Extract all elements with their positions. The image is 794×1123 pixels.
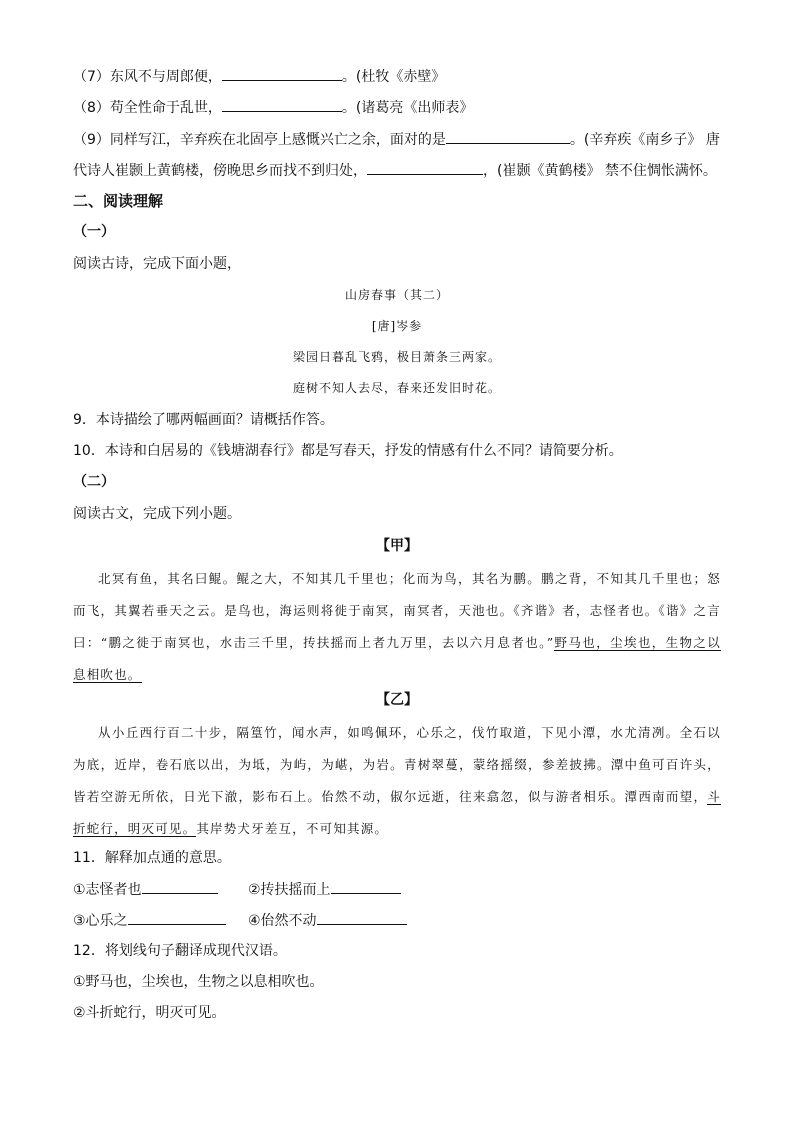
question-9a-source: 。(辛弃疾《南乡子》 唐 <box>569 132 720 148</box>
question-9a-text: （9）同样写江，辛弃疾在北固亭上感慨兴亡之余，面对的是 <box>73 132 446 148</box>
question-9-poem: 9．本诗描绘了哪两幅画面？请概括作答。 <box>73 412 334 428</box>
question-11-item-2: ②抟扶摇而上 <box>248 882 331 898</box>
question-9b-text: 代诗人崔颢上黄鹤楼，傍晚思乡而找不到归处， <box>73 163 367 179</box>
question-9b-source: ，(崔颢《黄鹤楼》 禁不住惆怅满怀。 <box>483 163 717 179</box>
question-11-item-4: ④佁然不动 <box>248 913 317 929</box>
answer-blank-11-3[interactable] <box>128 910 226 925</box>
part-2-label: （二） <box>73 474 115 490</box>
question-7-text: （7）东风不与周郎便， <box>73 69 222 85</box>
passage-yi-underlined: 斗折蛇行，明灭可见。 <box>73 789 721 836</box>
question-8-text: （8）苟全性命于乱世， <box>73 100 222 116</box>
question-8-source: 。(诸葛亮《出师表》 <box>341 100 474 116</box>
passage-yi-heading: 【乙】 <box>376 692 418 708</box>
passage-jia-text: 北冥有鱼，其名曰鲲。鲲之大，不知其几千里也；化而为鸟，其名为鹏。鹏之背，不知其几千里也；怒而飞，其翼若垂天之云。是鸟也，海运则将徙于南冥，南冥者，天池也。《齐谐》者，志怪者也。《谐》之言曰：“鹏之徙于南冥也，水击三千里，抟扶摇而上者九万里，去以六月息者也。” <box>73 571 721 650</box>
poem-line-2: 庭树不知人去尽，春来还发旧时花。 <box>292 381 501 395</box>
question-11-item-1: ①志怪者也 <box>73 882 142 898</box>
passage-jia-underlined: 野马也，尘埃也，生物之以息相吹也。 <box>73 635 722 682</box>
question-9-line2 <box>73 160 717 181</box>
question-11: 11．解释加点通的意思。 <box>73 850 231 866</box>
part-1-instruction: 阅读古诗，完成下面小题， <box>73 256 241 272</box>
passage-jia <box>73 563 721 691</box>
question-12-item-1: ①野马也，尘埃也，生物之以息相吹也。 <box>73 974 324 990</box>
question-11-row-2 <box>73 910 407 931</box>
part-2-instruction: 阅读古文，完成下列小题。 <box>73 506 241 522</box>
part-1-label: （一） <box>73 224 115 240</box>
answer-blank-7[interactable] <box>222 66 342 81</box>
question-12: 12．将划线句子翻译成现代汉语。 <box>73 943 287 959</box>
question-7 <box>73 66 445 87</box>
question-8 <box>73 97 473 118</box>
question-7-source: 。(杜牧《赤壁》 <box>341 69 446 85</box>
question-11-row-1 <box>73 879 401 900</box>
answer-blank-11-1[interactable] <box>142 879 218 894</box>
question-10-poem: 10．本诗和白居易的《钱塘湖春行》都是写春天，抒发的情感有什么不同？请简要分析。 <box>73 443 623 459</box>
answer-blank-11-2[interactable] <box>331 879 401 894</box>
question-12-item-2: ②斗折蛇行，明灭可见。 <box>73 1005 226 1021</box>
passage-yi <box>73 717 721 845</box>
answer-blank-8[interactable] <box>222 97 342 112</box>
passage-yi-text: 从小丘西行百二十步，隔篁竹，闻水声，如鸣佩环，心乐之，伐竹取道，下见小潭，水尤清冽。全石以为底，近岸，卷石底以出，为坻，为屿，为嵁，为岩。青树翠蔓，蒙络摇缀，参差披拂。潭中鱼可百许头，皆若空游无所依，日光下澈，影布石上。佁然不动，俶尔远逝，往来翕忽，似与游者相乐。潭西南而望， <box>73 725 721 804</box>
answer-blank-9b[interactable] <box>367 160 483 175</box>
poem-line-1: 梁园日暮乱飞鸦，极目萧条三两家。 <box>292 350 501 364</box>
poem-title: 山房春事（其二） <box>344 288 449 302</box>
answer-blank-11-4[interactable] <box>317 910 407 925</box>
section-heading: 二、阅读理解 <box>73 192 164 210</box>
question-9-line1 <box>73 129 720 150</box>
poem-author: [唐]岑参 <box>371 319 423 333</box>
passage-yi-text-end: 其岸势犬牙差互，不可知其源。 <box>196 821 389 836</box>
question-11-item-3: ③心乐之 <box>73 913 128 929</box>
passage-jia-heading: 【甲】 <box>376 538 418 554</box>
answer-blank-9a[interactable] <box>446 129 570 144</box>
